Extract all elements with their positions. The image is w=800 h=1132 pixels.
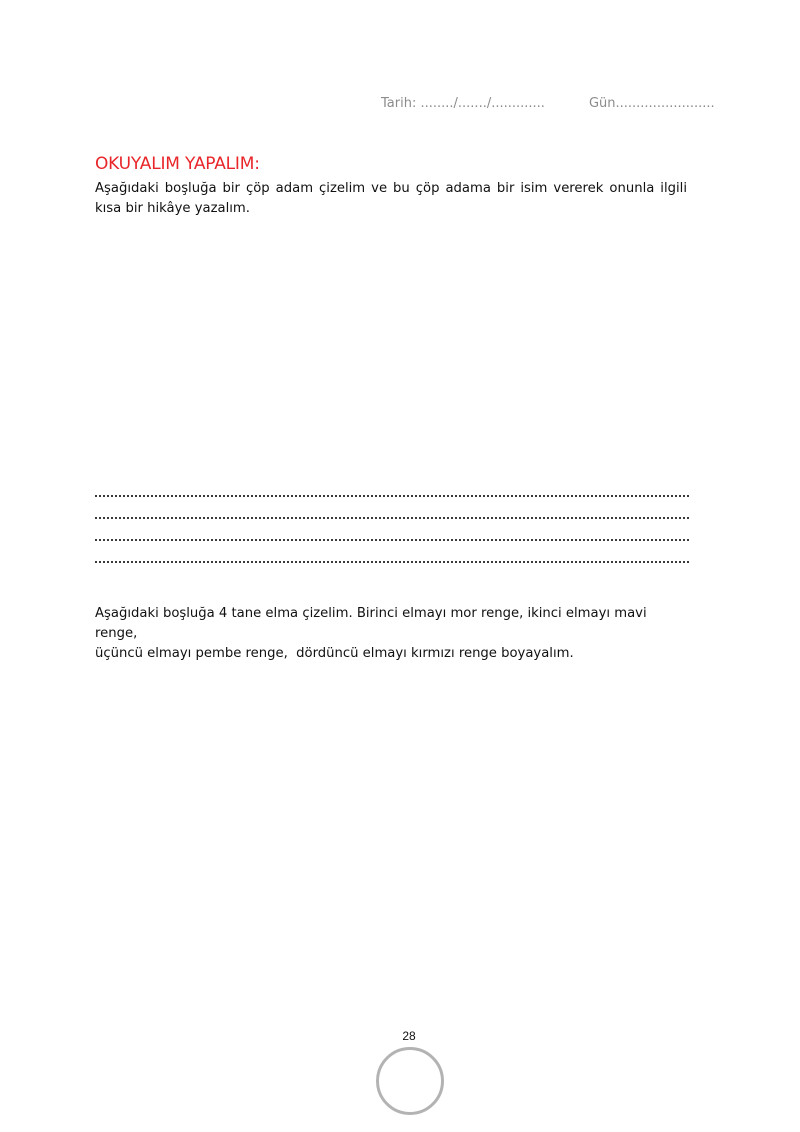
writing-line[interactable] [95, 532, 689, 541]
writing-line[interactable] [95, 488, 689, 497]
writing-line[interactable] [95, 554, 689, 563]
section-title: OKUYALIM YAPALIM: [95, 154, 260, 174]
story-writing-lines[interactable] [95, 488, 689, 576]
page-circle-decoration [376, 1047, 444, 1115]
day-field[interactable]: Gün........................ [588, 96, 715, 111]
apple-instruction-line-2: üçüncü elmayı pembe renge, dördüncü elmayı kırmızı renge boyayalım. [95, 646, 574, 661]
stick-figure-instruction: Aşağıdaki boşluğa bir çöp adam çizelim ve bu çöp adama bir isim vererek onunla ilgili kısa bir hikâye yazalım. [95, 181, 687, 216]
page-number: 28 [402, 1029, 416, 1043]
date-header [381, 96, 715, 111]
apple-drawing-instruction [95, 604, 675, 664]
apple-instruction-line-1: Aşağıdaki boşluğa 4 tane elma çizelim. Birinci elmayı mor renge, ikinci elmayı mavi renge, [95, 606, 647, 641]
writing-line[interactable] [95, 510, 689, 519]
date-field[interactable]: Tarih: ......../......./............. [381, 96, 545, 111]
